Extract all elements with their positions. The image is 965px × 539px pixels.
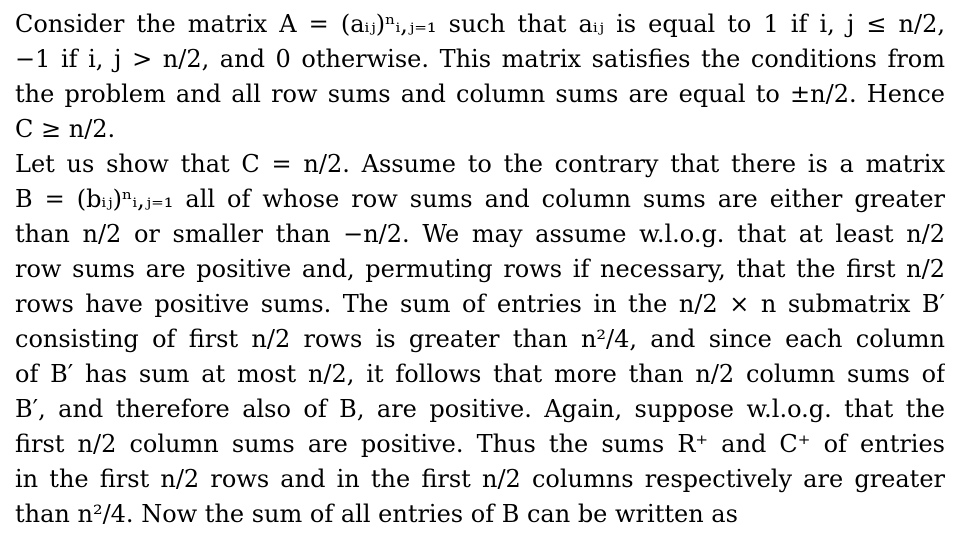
paragraph-1-line-4: C ≥ n/2. xyxy=(15,115,116,143)
paragraph-1-line-1: Consider the matrix A = (aᵢⱼ)ⁿᵢ,ⱼ₌₁ such that aᵢⱼ is equal to 1 if i, j ≤ n/2, xyxy=(15,10,945,38)
paragraph-2-line-7: of B′ has sum at most n/2, it follows that more than n/2 column sums of xyxy=(15,360,945,388)
paragraph-2-line-8: B′, and therefore also of B, are positive. Again, suppose w.l.o.g. that the xyxy=(15,395,945,423)
paragraph-2-line-11: than n²/4. Now the sum of all entries of B can be written as xyxy=(15,500,738,528)
paragraph-1-line-3: the problem and all row sums and column sums are equal to ±n/2. Hence xyxy=(15,80,945,108)
paragraph-2-line-3: than n/2 or smaller than −n/2. We may assume w.l.o.g. that at least n/2 xyxy=(15,220,945,248)
paragraph-2-line-6: consisting of first n/2 rows is greater than n²/4, and since each column xyxy=(15,325,945,353)
paragraph-2-line-4: row sums are positive and, permuting rows if necessary, that the first n/2 xyxy=(15,255,945,283)
paragraph-2-line-9: first n/2 column sums are positive. Thus the sums R⁺ and C⁺ of entries xyxy=(15,430,945,458)
paragraph-2-line-10: in the first n/2 rows and in the first n/2 columns respectively are greater xyxy=(15,465,945,493)
paragraph-2-line-5: rows have positive sums. The sum of entries in the n/2 × n submatrix B′ xyxy=(15,290,945,318)
paragraph-2-line-1: Let us show that C = n/2. Assume to the contrary that there is a matrix xyxy=(15,150,945,178)
paragraph-2-line-2: B = (bᵢⱼ)ⁿᵢ,ⱼ₌₁ all of whose row sums and column sums are either greater xyxy=(15,185,945,213)
proof-text-block xyxy=(15,7,945,532)
paragraph-1-line-2: −1 if i, j > n/2, and 0 otherwise. This matrix satisfies the conditions from xyxy=(15,45,945,73)
